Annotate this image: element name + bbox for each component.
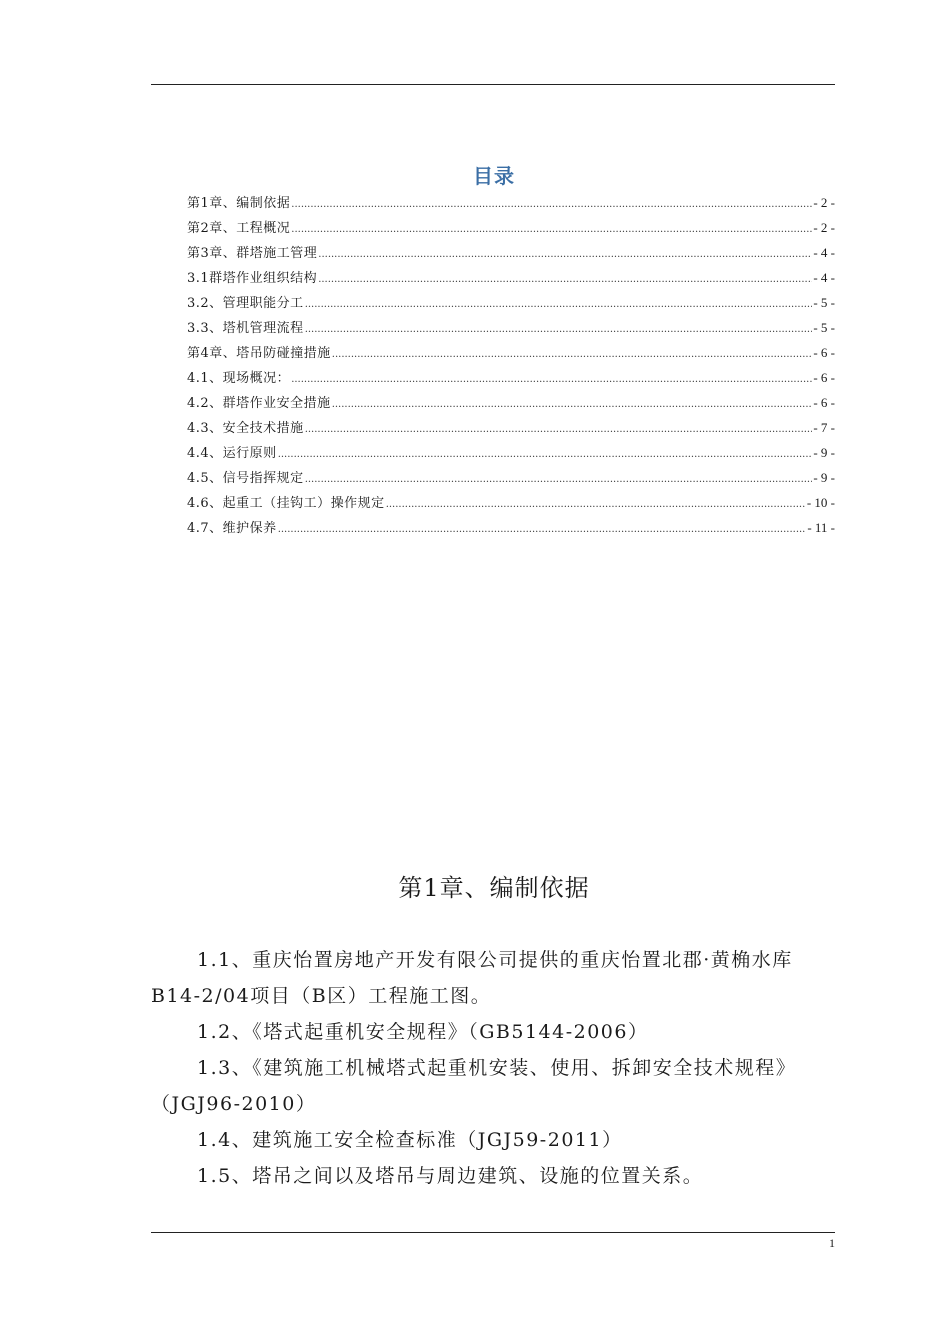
- toc-leader-dots: [305, 299, 813, 310]
- body-paragraph: 1.4、建筑施工安全检查标准（JGJ59-2011）: [197, 1129, 623, 1151]
- toc-entry[interactable]: [187, 292, 835, 317]
- toc-entry-page: - 5 -: [813, 320, 835, 335]
- toc-entry-label: 第1章、编制依据: [187, 196, 291, 211]
- toc-entry-label: 4.7、维护保养: [187, 521, 277, 536]
- toc-entry-page: - 5 -: [813, 295, 835, 310]
- toc-entry-label: 第3章、群塔施工管理: [187, 246, 318, 261]
- toc-entry-page: - 6 -: [813, 395, 835, 410]
- toc-leader-dots: [318, 249, 812, 260]
- toc-entry[interactable]: [187, 267, 835, 292]
- table-of-contents: [187, 192, 835, 542]
- toc-title: 目录: [473, 164, 515, 188]
- toc-entry-page: - 4 -: [813, 245, 835, 260]
- body-paragraph: 1.1、重庆怡置房地产开发有限公司提供的重庆怡置北郡·黄桷水库B14-2/04项目（B区）工程施工图。: [151, 949, 793, 1007]
- toc-entry-label: 第4章、塔吊防碰撞措施: [187, 346, 331, 361]
- toc-entry[interactable]: [187, 342, 835, 367]
- toc-entry-page: - 11 -: [807, 520, 835, 535]
- toc-entry[interactable]: [187, 417, 835, 442]
- toc-entry[interactable]: [187, 217, 835, 242]
- toc-leader-dots: [291, 224, 812, 235]
- toc-leader-dots: [278, 449, 813, 460]
- toc-leader-dots: [291, 199, 812, 210]
- toc-entry-label: 3.1群塔作业组织结构: [187, 271, 318, 286]
- toc-entry-page: - 9 -: [813, 470, 835, 485]
- toc-entry[interactable]: [187, 492, 835, 517]
- toc-leader-dots: [318, 274, 812, 285]
- footer-rule: [151, 1232, 835, 1233]
- toc-entry-page: - 2 -: [813, 220, 835, 235]
- toc-entry[interactable]: [187, 467, 835, 492]
- toc-entry-page: - 4 -: [813, 270, 835, 285]
- toc-entry-label: 3.3、塔机管理流程: [187, 321, 304, 336]
- toc-entry-page: - 9 -: [813, 445, 835, 460]
- toc-leader-dots: [305, 424, 813, 435]
- toc-entry-page: - 7 -: [813, 420, 835, 435]
- toc-leader-dots: [278, 524, 807, 535]
- chapter-heading: 第1章、编制依据: [398, 874, 590, 902]
- toc-entry[interactable]: [187, 517, 835, 542]
- body-paragraph: 1.3、《建筑施工机械塔式起重机安装、使用、拆卸安全技术规程》（JGJ96-2010）: [151, 1057, 797, 1115]
- toc-entry[interactable]: [187, 242, 835, 267]
- toc-entry[interactable]: [187, 192, 835, 217]
- toc-leader-dots: [332, 399, 813, 410]
- toc-leader-dots: [305, 474, 813, 485]
- toc-entry-label: 4.1、现场概况：: [187, 371, 291, 386]
- chapter-body: [151, 942, 835, 1194]
- toc-entry-label: 4.5、信号指挥规定: [187, 471, 304, 486]
- toc-leader-dots: [305, 324, 813, 335]
- header-rule: [151, 84, 835, 85]
- toc-entry[interactable]: [187, 392, 835, 417]
- toc-entry-page: - 6 -: [813, 345, 835, 360]
- toc-entry[interactable]: [187, 317, 835, 342]
- body-paragraph: 1.5、塔吊之间以及塔吊与周边建筑、设施的位置关系。: [197, 1165, 704, 1187]
- toc-leader-dots: [291, 374, 812, 385]
- page-number: 1: [829, 1236, 835, 1250]
- toc-entry-label: 4.6、起重工（挂钩工）操作规定: [187, 496, 385, 511]
- toc-entry-label: 3.2、管理职能分工: [187, 296, 304, 311]
- toc-entry-label: 第2章、工程概况: [187, 221, 291, 236]
- toc-entry-page: - 6 -: [813, 370, 835, 385]
- toc-entry-page: - 10 -: [806, 495, 835, 510]
- toc-leader-dots: [386, 499, 806, 510]
- toc-entry-label: 4.2、群塔作业安全措施: [187, 396, 331, 411]
- toc-leader-dots: [332, 349, 813, 360]
- body-paragraph: 1.2、《塔式起重机安全规程》（GB5144-2006）: [197, 1021, 649, 1043]
- toc-entry-label: 4.4、运行原则: [187, 446, 277, 461]
- toc-entry-page: - 2 -: [813, 195, 835, 210]
- toc-entry-label: 4.3、安全技术措施: [187, 421, 304, 436]
- toc-entry[interactable]: [187, 367, 835, 392]
- toc-entry[interactable]: [187, 442, 835, 467]
